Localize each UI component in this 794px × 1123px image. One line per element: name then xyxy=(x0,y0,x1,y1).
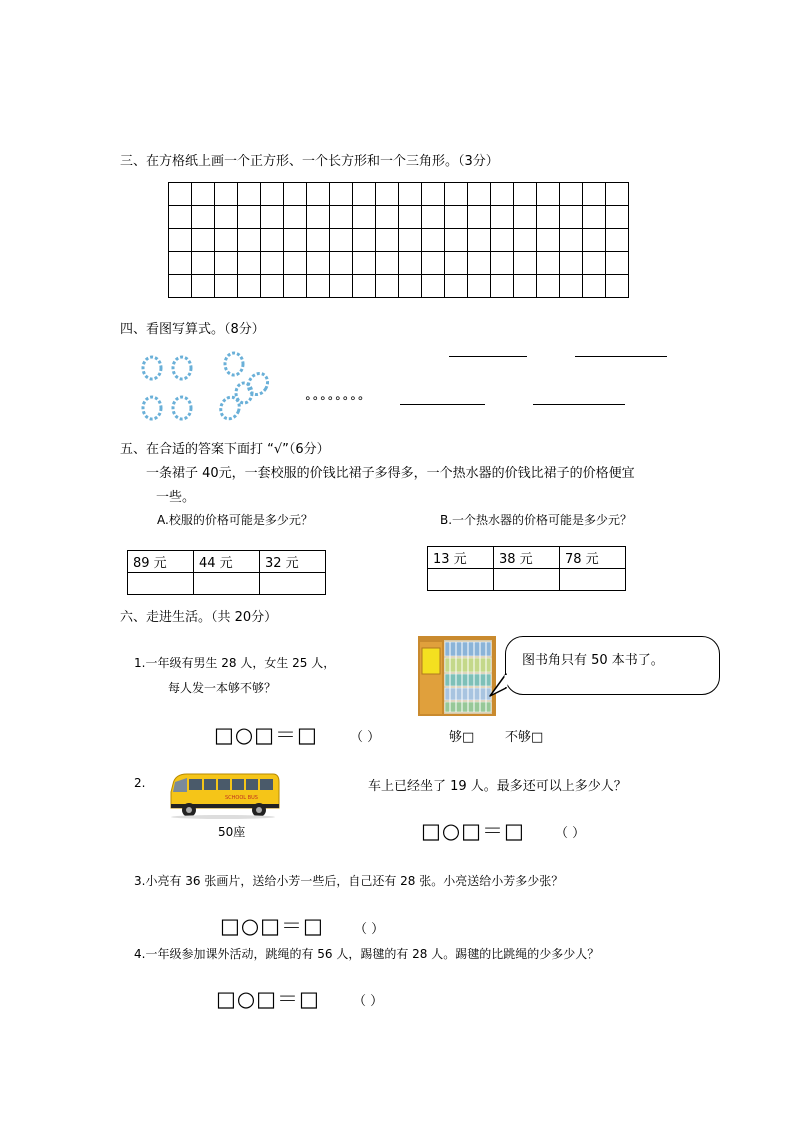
check-cell-a-3[interactable] xyxy=(260,573,326,595)
grid-cell[interactable] xyxy=(192,183,215,206)
grid-row xyxy=(169,275,629,298)
school-bus-picture xyxy=(165,770,281,820)
not-enough-option[interactable]: 不够□ xyxy=(505,730,544,745)
grid-cell[interactable] xyxy=(537,252,560,275)
grid-cell[interactable] xyxy=(307,206,330,229)
grid-cell[interactable] xyxy=(215,183,238,206)
check-cell-b-2[interactable] xyxy=(494,569,560,591)
grid-cell[interactable] xyxy=(215,229,238,252)
grid-cell[interactable] xyxy=(261,206,284,229)
grid-cell[interactable] xyxy=(284,275,307,298)
grid-cell[interactable] xyxy=(330,206,353,229)
grid-cell[interactable] xyxy=(583,183,606,206)
option-b-1: 13 元 xyxy=(428,547,494,569)
grid-cell[interactable] xyxy=(399,275,422,298)
grid-cell[interactable] xyxy=(445,275,468,298)
q1-line1: 1.一年级有男生 28 人，女生 25 人， xyxy=(134,656,336,670)
grid-cell[interactable] xyxy=(537,206,560,229)
grid-cell[interactable] xyxy=(560,275,583,298)
check-cell-b-1[interactable] xyxy=(428,569,494,591)
bubble-text: 图书角只有 50 本书了。 xyxy=(522,653,664,668)
enough-option[interactable]: 够□ xyxy=(449,730,475,745)
grid-cell[interactable] xyxy=(514,229,537,252)
grid-cell[interactable] xyxy=(330,229,353,252)
question-b: B.一个热水器的价格可能是多少元？ xyxy=(440,513,633,527)
check-cell-a-2[interactable] xyxy=(194,573,260,595)
grid-cell[interactable] xyxy=(353,183,376,206)
q4-answer-paren[interactable]: （ ） xyxy=(353,994,384,1009)
grid-cell[interactable] xyxy=(215,275,238,298)
section5-title: 五、在合适的答案下面打 “√”（6分） xyxy=(120,442,330,457)
grid-row xyxy=(169,252,629,275)
grid-cell[interactable] xyxy=(284,229,307,252)
grid-row xyxy=(169,229,629,252)
grid-cell[interactable] xyxy=(606,252,629,275)
grid-cell[interactable] xyxy=(606,275,629,298)
square-grid-paper[interactable] xyxy=(168,182,629,298)
speech-bubble xyxy=(505,636,720,695)
grid-cell[interactable] xyxy=(583,229,606,252)
q4-text: 4.一年级参加课外活动，跳绳的有 56 人，踢毽的有 28 人。踢毽的比跳绳的少多少人？ xyxy=(134,947,600,961)
grid-cell[interactable] xyxy=(399,252,422,275)
grid-cell[interactable] xyxy=(376,206,399,229)
grid-row xyxy=(169,206,629,229)
q1-equation[interactable]: □○□＝□ xyxy=(214,723,318,747)
grid-cell[interactable] xyxy=(353,275,376,298)
grid-cell[interactable] xyxy=(238,275,261,298)
grid-cell[interactable] xyxy=(491,252,514,275)
q2-equation[interactable]: □○□＝□ xyxy=(421,819,525,843)
answer-blank-2[interactable] xyxy=(575,356,667,357)
q2-answer-paren[interactable]: （ ） xyxy=(555,826,586,841)
grid-cell[interactable] xyxy=(284,183,307,206)
grid-cell[interactable] xyxy=(330,275,353,298)
q3-answer-paren[interactable]: （ ） xyxy=(354,922,385,937)
bubble-tail xyxy=(488,672,510,698)
grid-cell[interactable] xyxy=(330,252,353,275)
question-a: A.校服的价格可能是多少元？ xyxy=(157,513,313,527)
option-b-2: 38 元 xyxy=(494,547,560,569)
svg-text:SCHOOL BUS: SCHOOL BUS xyxy=(225,795,258,801)
q3-text: 3.小亮有 36 张画片，送给小芳一些后，自己还有 28 张。小亮送给小芳多少张？ xyxy=(134,874,564,888)
grid-cell[interactable] xyxy=(353,252,376,275)
grid-cell[interactable] xyxy=(399,183,422,206)
grid-cell[interactable] xyxy=(284,252,307,275)
grid-cell[interactable] xyxy=(238,229,261,252)
section4-title: 四、看图写算式。（8分） xyxy=(120,322,265,337)
ellipsis-dots: ∘∘∘∘∘∘∘∘ xyxy=(304,391,365,405)
grid-cell[interactable] xyxy=(353,206,376,229)
grid-cell[interactable] xyxy=(537,183,560,206)
grid-cell[interactable] xyxy=(261,275,284,298)
grid-cell[interactable] xyxy=(468,275,491,298)
grid-cell[interactable] xyxy=(445,252,468,275)
grid-cell[interactable] xyxy=(422,252,445,275)
grid-cell[interactable] xyxy=(215,206,238,229)
grid-cell[interactable] xyxy=(491,229,514,252)
grid-cell[interactable] xyxy=(169,183,192,206)
grid-cell[interactable] xyxy=(307,252,330,275)
grid-cell[interactable] xyxy=(284,206,307,229)
grid-cell[interactable] xyxy=(376,275,399,298)
grid-cell[interactable] xyxy=(192,206,215,229)
grid-cell[interactable] xyxy=(307,275,330,298)
check-cell-a-1[interactable] xyxy=(128,573,194,595)
answer-blank-4[interactable] xyxy=(533,404,625,405)
grid-cell[interactable] xyxy=(169,229,192,252)
grid-cell[interactable] xyxy=(491,275,514,298)
grid-cell[interactable] xyxy=(583,252,606,275)
grid-cell[interactable] xyxy=(606,229,629,252)
grid-cell[interactable] xyxy=(376,229,399,252)
check-cell-b-3[interactable] xyxy=(560,569,626,591)
options-table-b xyxy=(427,546,626,591)
bus-seat-label: 50座 xyxy=(218,825,246,839)
grid-cell[interactable] xyxy=(560,183,583,206)
section5-problem-line2: 一些。 xyxy=(156,490,196,505)
grid-cell[interactable] xyxy=(583,206,606,229)
grid-cell[interactable] xyxy=(261,229,284,252)
grid-cell[interactable] xyxy=(399,229,422,252)
grid-cell[interactable] xyxy=(192,252,215,275)
grid-cell[interactable] xyxy=(261,252,284,275)
grid-cell[interactable] xyxy=(376,252,399,275)
grid-cell[interactable] xyxy=(606,183,629,206)
grid-cell[interactable] xyxy=(192,275,215,298)
grid-cell[interactable] xyxy=(169,252,192,275)
bead-rings-picture xyxy=(138,348,274,428)
grid-cell[interactable] xyxy=(445,229,468,252)
grid-cell[interactable] xyxy=(307,229,330,252)
grid-cell[interactable] xyxy=(468,183,491,206)
grid-cell[interactable] xyxy=(192,229,215,252)
grid-cell[interactable] xyxy=(468,206,491,229)
grid-cell[interactable] xyxy=(399,206,422,229)
option-a-3: 32 元 xyxy=(260,551,326,573)
grid-cell[interactable] xyxy=(560,252,583,275)
grid-cell[interactable] xyxy=(169,275,192,298)
q2-number: 2. xyxy=(134,776,146,790)
section6-title: 六、走进生活。（共 20分） xyxy=(120,610,278,625)
grid-cell[interactable] xyxy=(468,229,491,252)
grid-cell[interactable] xyxy=(330,183,353,206)
grid-cell[interactable] xyxy=(560,229,583,252)
grid-cell[interactable] xyxy=(514,206,537,229)
q1-answer-paren[interactable]: （ ） xyxy=(350,730,381,745)
grid-cell[interactable] xyxy=(491,206,514,229)
answer-blank-3[interactable] xyxy=(400,404,485,405)
option-a-1: 89 元 xyxy=(128,551,194,573)
bookshelf-picture xyxy=(418,636,498,718)
grid-cell[interactable] xyxy=(238,252,261,275)
grid-cell[interactable] xyxy=(353,229,376,252)
grid-cell[interactable] xyxy=(445,183,468,206)
section5-problem-line1: 一条裙子 40元，一套校服的价钱比裙子多得多，一个热水器的价钱比裙子的价格便宜 xyxy=(146,466,635,481)
grid-cell[interactable] xyxy=(238,206,261,229)
grid-cell[interactable] xyxy=(445,206,468,229)
grid-cell[interactable] xyxy=(468,252,491,275)
grid-cell[interactable] xyxy=(537,275,560,298)
grid-cell[interactable] xyxy=(376,183,399,206)
option-b-3: 78 元 xyxy=(560,547,626,569)
grid-cell[interactable] xyxy=(514,252,537,275)
answer-blank-1[interactable] xyxy=(449,356,527,357)
grid-row xyxy=(169,183,629,206)
grid-cell[interactable] xyxy=(422,206,445,229)
grid-cell[interactable] xyxy=(422,275,445,298)
grid-cell[interactable] xyxy=(422,229,445,252)
grid-cell[interactable] xyxy=(215,252,238,275)
grid-cell[interactable] xyxy=(560,206,583,229)
grid-cell[interactable] xyxy=(537,229,560,252)
section3-title: 三、在方格纸上画一个正方形、一个长方形和一个三角形。（3分） xyxy=(120,154,499,169)
grid-cell[interactable] xyxy=(261,183,284,206)
q2-text: 车上已经坐了 19 人。最多还可以上多少人？ xyxy=(368,779,627,794)
grid-cell[interactable] xyxy=(491,183,514,206)
grid-cell[interactable] xyxy=(606,206,629,229)
grid-cell[interactable] xyxy=(307,183,330,206)
grid-cell[interactable] xyxy=(583,275,606,298)
grid-cell[interactable] xyxy=(514,275,537,298)
option-a-2: 44 元 xyxy=(194,551,260,573)
grid-cell[interactable] xyxy=(238,183,261,206)
grid-cell[interactable] xyxy=(169,206,192,229)
q3-equation[interactable]: □○□＝□ xyxy=(220,914,324,938)
grid-cell[interactable] xyxy=(514,183,537,206)
q4-equation[interactable]: □○□＝□ xyxy=(216,987,320,1011)
grid-cell[interactable] xyxy=(422,183,445,206)
options-table-a xyxy=(127,550,326,595)
q1-line2: 每人发一本够不够？ xyxy=(168,681,277,695)
